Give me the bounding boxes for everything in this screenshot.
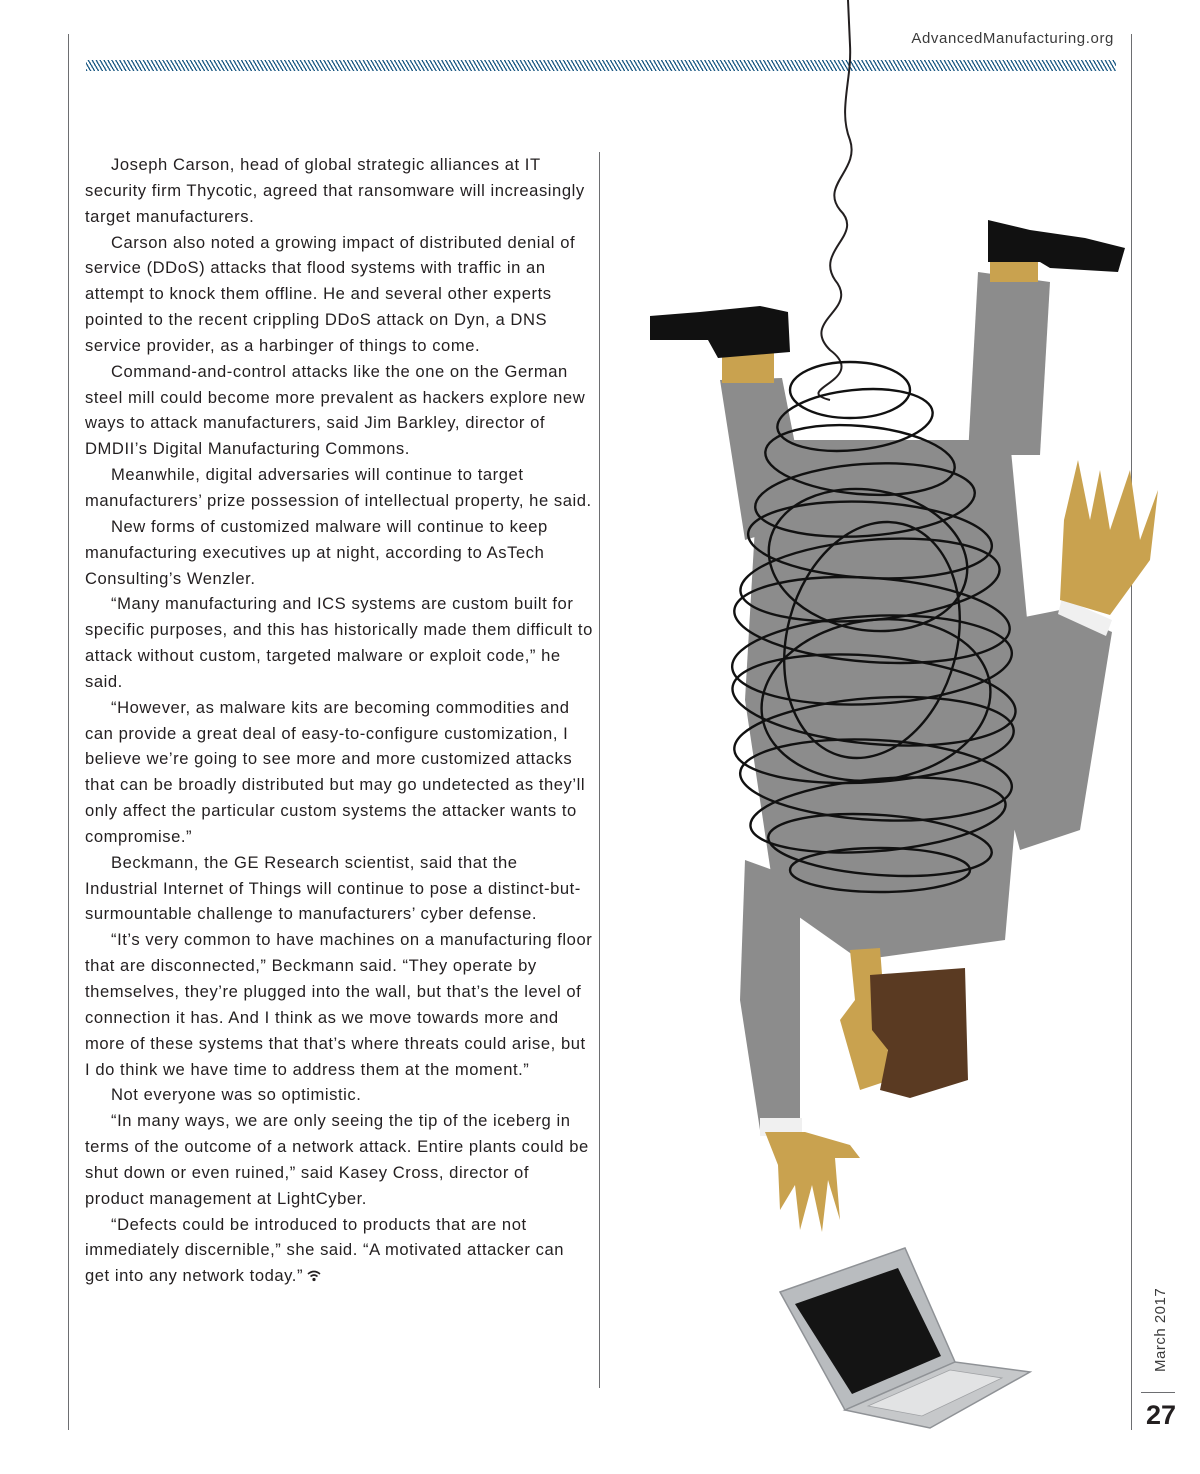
hanging-cable (818, 0, 851, 400)
left-hand (765, 1132, 860, 1232)
issue-date: March 2017 (1152, 1287, 1169, 1372)
right-hand (1060, 460, 1158, 615)
article-paragraph: Command-and-control attacks like the one on the German steel mill could become more prevalent as hackers explore new ways to attack manufacturers, said Jim Barkley, director of DMDII’s Digital Manufacturing Commons. (85, 361, 586, 459)
article-paragraph: “Many manufacturing and ICS systems are custom built for specific purposes, and this has historically made them difficult to attack without custom, targeted malware or exploit code,” he said. (85, 594, 593, 691)
article-paragraph: Carson also noted a growing impact of distributed denial of service (DDoS) attacks that flood systems with traffic in an attempt to knock them offline. He and several other experts pointed to the recent crippling DDoS attack on Dyn, a DNS service provider, as a harbinger of things to come. (85, 232, 576, 355)
laptop-image (780, 1248, 1030, 1428)
site-url: AdvancedManufacturing.org (911, 30, 1114, 47)
article-paragraph: “However, as malware kits are becoming commodities and can provide a great deal of easy-to-configure customization, I believe we’re going to see more and more customized attacks that can be broadly distributed but may go undetected as they’ll only affect the particular custom systems the attacker wants to compromise.” (85, 697, 586, 846)
left-arm (740, 860, 800, 1130)
article-last-paragraph (85, 1212, 593, 1290)
left-shoe (650, 306, 790, 358)
article-paragraph: New forms of customized malware will continue to keep manufacturing executives up at night, according to AsTech Consulting’s Wenzler. (85, 516, 548, 588)
right-leg (968, 272, 1050, 455)
article-paragraph: Joseph Carson, head of global strategic alliances at IT security firm Thycotic, agreed that ransomware will increasingly target manufacturers. (85, 155, 585, 226)
article-paragraph: “In many ways, we are only seeing the tip of the iceberg in terms of the outcome of a network attack. Entire plants could be shut down or even ruined,” said Kasey Cross, director of product management at LightCyber. (85, 1111, 589, 1208)
article-paragraph: Beckmann, the GE Research scientist, said that the Industrial Internet of Things will continue to pose a distinct-but-surmountable challenge to manufacturers’ cyber defense. (85, 852, 581, 924)
left-margin-rule (68, 34, 69, 1430)
article-body (85, 152, 593, 1289)
column-divider-rule (599, 152, 600, 1388)
folio-rule (1141, 1392, 1175, 1393)
article-paragraph: “It’s very common to have machines on a manufacturing floor that are disconnected,” Beckmann said. “They operate by themselves, they’re plugged into the wall, but that’s the level of connection it has. And I think as we move towards more and more of these systems that that’s where threats could arise, but I do think we have time to address them at the moment.” (85, 930, 593, 1079)
article-paragraph: Not everyone was so optimistic. (111, 1085, 362, 1105)
wifi-signal-icon (307, 1270, 321, 1282)
article-paragraph: Meanwhile, digital adversaries will continue to target manufacturers’ prize possession of intellectual property, he said. (85, 465, 592, 510)
article-paragraph-text: “Defects could be introduced to products that are not immediately discernible,” she said. “A motivated attacker can get into any network today.” (85, 1214, 565, 1286)
page-number: 27 (1146, 1400, 1177, 1430)
hair (870, 968, 968, 1098)
falling-businessman-illustration (640, 0, 1160, 1474)
